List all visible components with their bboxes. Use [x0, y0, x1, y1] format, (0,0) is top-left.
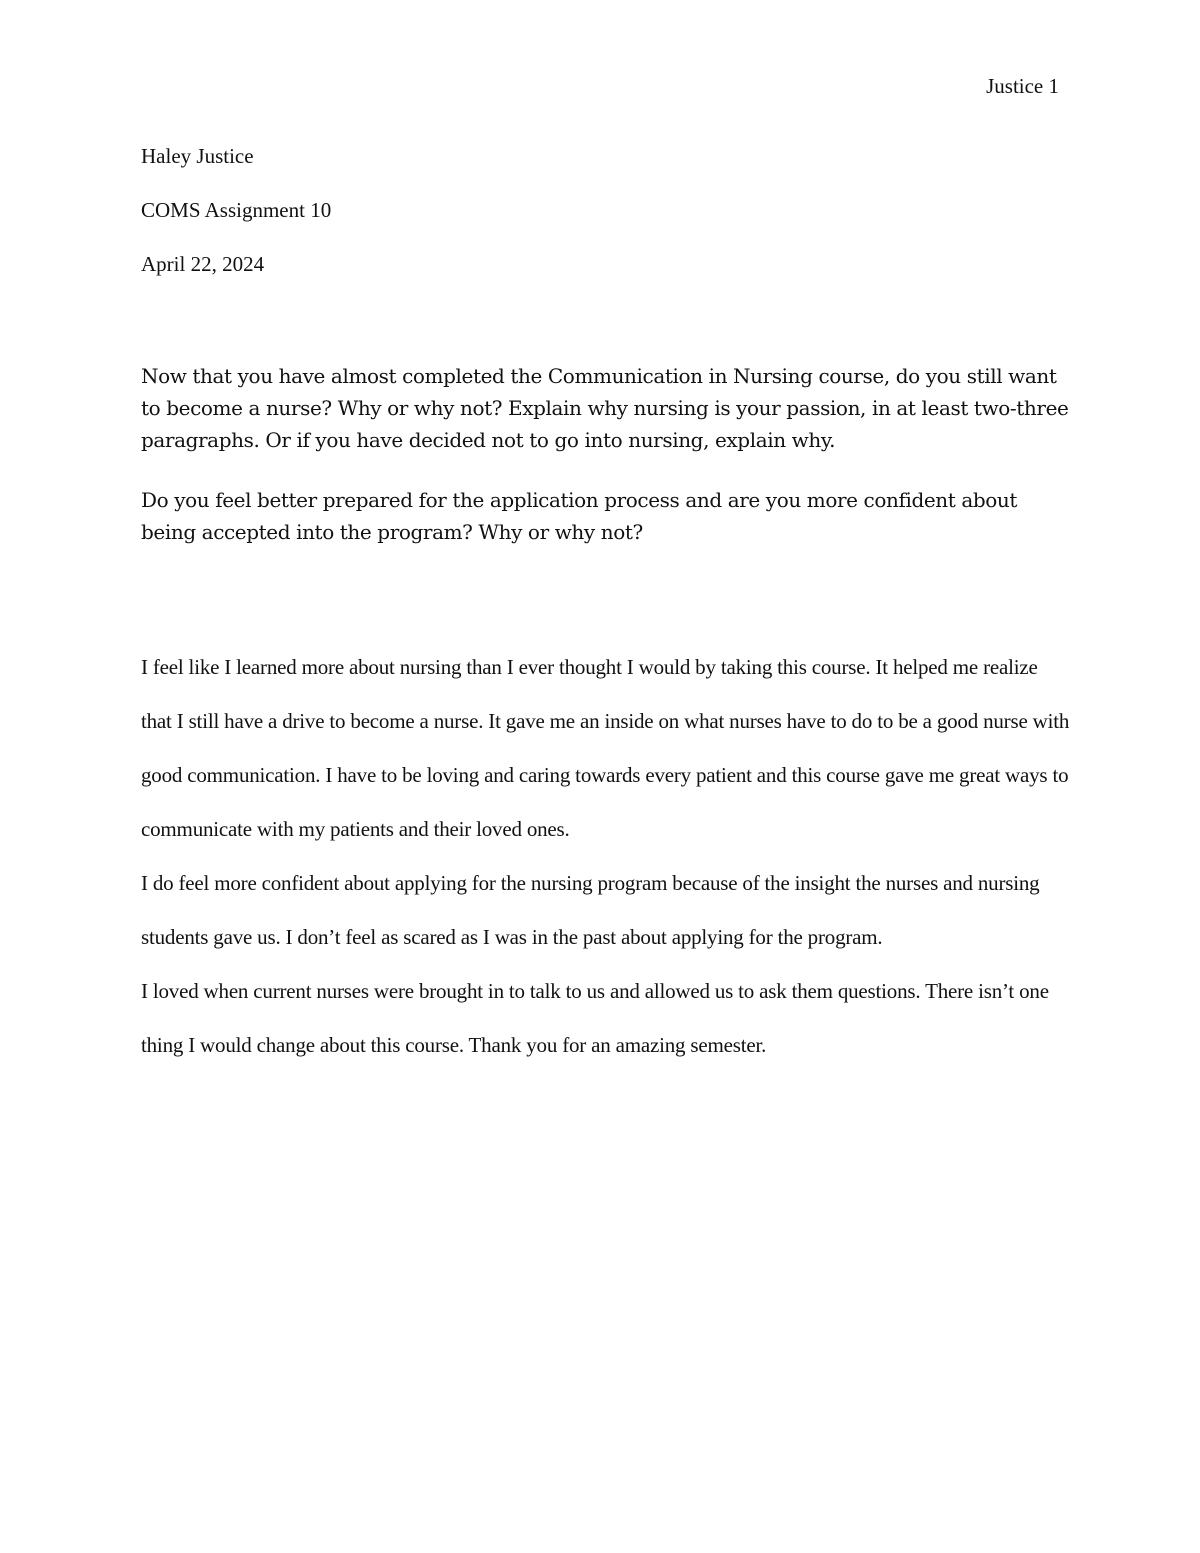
response-paragraph: I feel like I learned more about nursing than I ever thought I would by taking this course. It helped me realize that I still have a drive to become a nurse. It gave me an inside on what nurses have to do to be a good nurse with good communication. I have to be loving and caring towards every patient and this course gave me great ways to communicate with my patients and their loved ones.	[141, 655, 1070, 841]
response-block	[141, 640, 1071, 1072]
response-paragraph: I do feel more confident about applying for the nursing program because of the insight the nurses and nursing students gave us. I don’t feel as scared as I was in the past about applying for the program.	[141, 871, 1040, 949]
heading-block	[141, 142, 1071, 304]
prompt-paragraph: Do you feel better prepared for the application process and are you more confident about being accepted into the program? Why or why not?	[141, 488, 1018, 544]
response-paragraph: I loved when current nurses were brought in to talk to us and allowed us to ask them questions. There isn’t one thing I would change about this course. Thank you for an amazing semester.	[141, 979, 1049, 1057]
author-name: Haley Justice	[141, 144, 254, 168]
course-title: COMS Assignment 10	[141, 198, 332, 222]
prompt-paragraph: Now that you have almost completed the Communication in Nursing course, do you still want to become a nurse? Why or why not? Explain why nursing is your passion, in at least two-three paragraphs. Or if you have decided not to go into nursing, explain why.	[141, 364, 1069, 452]
running-head: Justice 1	[986, 74, 1059, 98]
assignment-date: April 22, 2024	[141, 252, 265, 276]
prompt-block	[141, 360, 1071, 576]
